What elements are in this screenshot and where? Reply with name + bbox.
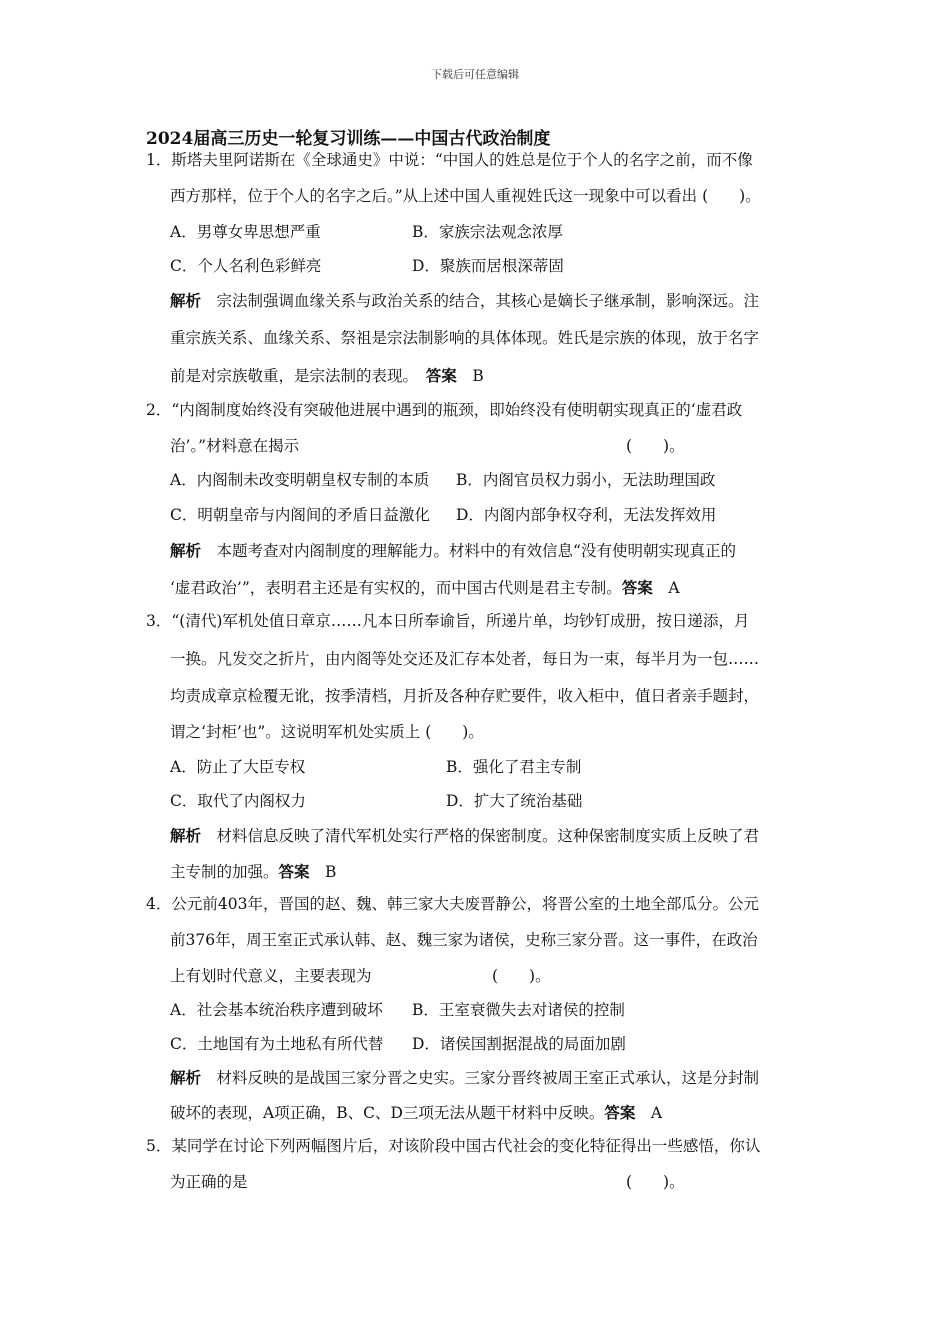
answer-label: 答案: [621, 578, 653, 597]
q5-stem-line1: 5．某同学在讨论下列两幅图片后，对该阶段中国古代社会的变化特征得出一些感悟，你认: [146, 1137, 761, 1155]
q2-option-b: B．内阁官员权力弱小，无法助理国政: [456, 471, 716, 489]
q3-stem-line4: 谓之‘封柜’也”。这说明军机处实质上 ( )。: [170, 723, 484, 741]
answer-label: 答案: [604, 1103, 636, 1122]
analysis-label: 解析: [170, 1068, 202, 1087]
q1-option-c: C．个人名利色彩鲜亮: [170, 257, 322, 275]
q5-answer-paren: ( )。: [626, 1173, 685, 1191]
q1-option-b: B．家族宗法观念浓厚: [412, 223, 563, 241]
q1-analysis-text3: 前是对宗族敬重，是宗法制的表现。: [170, 367, 411, 385]
page-header: 下载后可任意编辑: [431, 68, 519, 81]
q3-option-d: D．扩大了统治基础: [446, 792, 583, 810]
q1-stem-line1: 1．斯塔夫里阿诺斯在《全球通史》中说：“中国人的姓总是位于个人的名字之前，而不像: [146, 151, 753, 169]
q2-option-d: D．内阁内部争权夺利，无法发挥效用: [456, 506, 717, 524]
q4-stem-line2: 前376年，周王室正式承认韩、赵、魏三家为诸侯，史称三家分晋。这一事件，在政治: [170, 931, 758, 949]
analysis-label: 解析: [170, 826, 202, 845]
q3-analysis-text1: 材料信息反映了清代军机处实行严格的保密制度。这种保密制度实质上反映了君: [216, 827, 760, 845]
q3-stem-line3: 均责成章京检覆无讹，按季清档，月折及各种存贮要件，收入柜中，值日者亲手题封，: [170, 687, 760, 705]
q4-option-a: A．社会基本统治秩序遭到破坏: [170, 1001, 383, 1019]
q1-analysis-text1: 宗法制强调血缘关系与政治关系的结合，其核心是嫡长子继承制，影响深远。注: [216, 292, 760, 310]
q3-answer-value: B: [325, 863, 337, 881]
q1-answer-value: B: [472, 367, 484, 385]
q4-option-b: B．王室衰微失去对诸侯的控制: [412, 1001, 625, 1019]
q2-analysis-text1: 本题考查对内阁制度的理解能力。材料中的有效信息“没有使明朝实现真正的: [216, 542, 736, 560]
q2-option-c: C．明朝皇帝与内阁间的矛盾日益激化: [170, 506, 430, 524]
q2-answer-paren: ( )。: [626, 437, 685, 455]
q2-analysis-line2: [170, 580, 680, 597]
q4-analysis-text1: 材料反映的是战国三家分晋之史实。三家分晋终被周王室正式承认，这是分封制: [216, 1069, 760, 1087]
q3-stem-line1: 3．“(清代)军机处值日章京……凡本日所奉谕旨，所递片单，均钞钉成册，按日递添，月: [146, 612, 750, 630]
q4-answer-paren: ( )。: [492, 967, 551, 985]
q2-option-a: A．内阁制未改变明朝皇权专制的本质: [170, 471, 430, 489]
q4-answer-value: A: [650, 1104, 663, 1122]
q2-stem-line2: 治’。”材料意在揭示: [170, 437, 300, 455]
document-title: 2024届高三历史一轮复习训练——中国古代政治制度: [146, 129, 551, 149]
q3-analysis-line2: [170, 864, 336, 881]
q4-analysis-line1: [170, 1070, 759, 1087]
q3-analysis-line1: [170, 828, 759, 845]
analysis-label: 解析: [170, 291, 202, 310]
q3-option-b: B．强化了君主专制: [446, 758, 582, 776]
q1-option-a: A．男尊女卑思想严重: [170, 223, 321, 241]
q5-stem-line2: 为正确的是: [170, 1173, 248, 1191]
q4-stem-line1: 4．公元前403年，晋国的赵、魏、韩三家大夫废晋静公，将晋公室的土地全部瓜分。公元: [146, 895, 759, 913]
q2-analysis-text2: ‘虚君政治’”，表明君主还是有实权的，而中国古代则是君主专制。: [170, 579, 622, 597]
analysis-label: 解析: [170, 541, 202, 560]
answer-label: 答案: [425, 366, 457, 385]
q1-stem-line2: 西方那样，位于个人的名字之后。”从上述中国人重视姓氏这一现象中可以看出 ( )。: [170, 187, 761, 205]
q1-option-d: D．聚族而居根深蒂固: [412, 257, 564, 275]
q1-analysis-line3: [170, 368, 484, 385]
q3-option-c: C．取代了内阁权力: [170, 792, 306, 810]
q3-analysis-text2: 主专制的加强。: [170, 863, 279, 881]
q1-analysis-line2: 重宗族关系、血缘关系、祭祖是宗法制影响的具体体现。姓氏是宗族的体现，放于名字: [170, 329, 760, 347]
q2-answer-value: A: [668, 579, 680, 597]
answer-label: 答案: [278, 862, 310, 881]
q4-option-d: D．诸侯国割据混战的局面加剧: [412, 1035, 626, 1053]
q3-option-a: A．防止了大臣专权: [170, 758, 306, 776]
q2-stem-line1: 2．“内阁制度始终没有突破他进展中遇到的瓶颈，即始终没有使明朝实现真正的‘虚君政: [146, 401, 743, 419]
q4-analysis-text2: 破坏的表现，A项正确，B、C、D三项无法从题干材料中反映。: [170, 1104, 605, 1122]
q3-stem-line2: 一换。凡发交之折片，由内阁等处交还及汇存本处者，每日为一束，每半月为一包……: [170, 650, 760, 668]
q1-analysis-line1: [170, 293, 759, 310]
q2-analysis-line1: [170, 543, 736, 560]
q4-option-c: C．土地国有为土地私有所代替: [170, 1035, 384, 1053]
q4-analysis-line2: [170, 1105, 662, 1122]
q4-stem-line3: 上有划时代意义，主要表现为: [170, 967, 372, 985]
